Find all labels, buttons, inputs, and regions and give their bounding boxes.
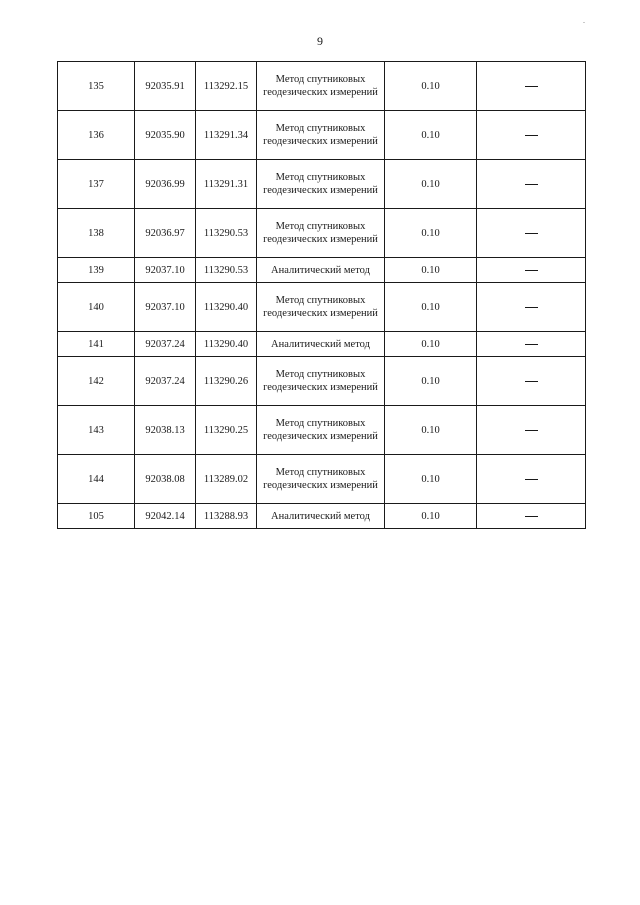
error-cell: 0.10: [385, 406, 477, 455]
method-cell: Метод спутниковых геодезических измерений: [257, 357, 385, 406]
error-cell: 0.10: [385, 258, 477, 283]
method-cell: Метод спутниковых геодезических измерений: [257, 455, 385, 504]
method-cell: Метод спутниковых геодезических измерений: [257, 160, 385, 209]
note-cell: [477, 111, 586, 160]
y-coordinate-cell: 113292.15: [196, 62, 257, 111]
x-coordinate-cell: 92037.10: [135, 283, 196, 332]
y-coordinate-cell: 113289.02: [196, 455, 257, 504]
y-coordinate-cell: 113291.31: [196, 160, 257, 209]
point-number-cell: 136: [58, 111, 135, 160]
note-cell: [477, 406, 586, 455]
x-coordinate-cell: 92042.14: [135, 504, 196, 529]
x-coordinate-cell: 92037.24: [135, 332, 196, 357]
dash-icon: [525, 516, 538, 517]
y-coordinate-cell: 113290.40: [196, 332, 257, 357]
x-coordinate-cell: 92037.10: [135, 258, 196, 283]
note-cell: [477, 62, 586, 111]
dash-icon: [525, 233, 538, 234]
x-coordinate-cell: 92035.91: [135, 62, 196, 111]
note-cell: [477, 283, 586, 332]
method-cell: Метод спутниковых геодезических измерений: [257, 209, 385, 258]
error-cell: 0.10: [385, 160, 477, 209]
note-cell: [477, 357, 586, 406]
error-cell: 0.10: [385, 455, 477, 504]
x-coordinate-cell: 92038.08: [135, 455, 196, 504]
dash-icon: [525, 344, 538, 345]
table-row: [58, 209, 586, 258]
error-cell: 0.10: [385, 111, 477, 160]
error-cell: 0.10: [385, 209, 477, 258]
y-coordinate-cell: 113290.53: [196, 258, 257, 283]
point-number-cell: 142: [58, 357, 135, 406]
x-coordinate-cell: 92036.99: [135, 160, 196, 209]
dash-icon: [525, 184, 538, 185]
point-number-cell: 143: [58, 406, 135, 455]
note-cell: [477, 504, 586, 529]
x-coordinate-cell: 92037.24: [135, 357, 196, 406]
dash-icon: [525, 381, 538, 382]
error-cell: 0.10: [385, 62, 477, 111]
table-row: [58, 504, 586, 529]
y-coordinate-cell: 113290.25: [196, 406, 257, 455]
y-coordinate-cell: 113288.93: [196, 504, 257, 529]
y-coordinate-cell: 113290.40: [196, 283, 257, 332]
method-cell: Метод спутниковых геодезических измерений: [257, 406, 385, 455]
table-row: [58, 62, 586, 111]
table-row: [58, 332, 586, 357]
point-number-cell: 144: [58, 455, 135, 504]
table-row: [58, 283, 586, 332]
x-coordinate-cell: 92036.97: [135, 209, 196, 258]
point-number-cell: 138: [58, 209, 135, 258]
dash-icon: [525, 270, 538, 271]
coordinates-table: [57, 61, 586, 529]
note-cell: [477, 332, 586, 357]
table-row: [58, 111, 586, 160]
dash-icon: [525, 479, 538, 480]
note-cell: [477, 258, 586, 283]
page-number: 9: [317, 34, 323, 48]
dash-icon: [525, 307, 538, 308]
y-coordinate-cell: 113290.53: [196, 209, 257, 258]
point-number-cell: 137: [58, 160, 135, 209]
method-cell: Метод спутниковых геодезических измерений: [257, 283, 385, 332]
table-row: [58, 357, 586, 406]
table-row: [58, 406, 586, 455]
point-number-cell: 141: [58, 332, 135, 357]
point-number-cell: 135: [58, 62, 135, 111]
method-cell: Аналитический метод: [257, 332, 385, 357]
dash-icon: [525, 430, 538, 431]
y-coordinate-cell: 113291.34: [196, 111, 257, 160]
note-cell: [477, 455, 586, 504]
point-number-cell: 105: [58, 504, 135, 529]
method-cell: Аналитический метод: [257, 504, 385, 529]
x-coordinate-cell: 92035.90: [135, 111, 196, 160]
y-coordinate-cell: 113290.26: [196, 357, 257, 406]
corner-mark: .: [583, 16, 585, 25]
point-number-cell: 140: [58, 283, 135, 332]
point-number-cell: 139: [58, 258, 135, 283]
error-cell: 0.10: [385, 504, 477, 529]
table-row: [58, 455, 586, 504]
error-cell: 0.10: [385, 332, 477, 357]
table-row: [58, 258, 586, 283]
x-coordinate-cell: 92038.13: [135, 406, 196, 455]
note-cell: [477, 209, 586, 258]
method-cell: Метод спутниковых геодезических измерений: [257, 62, 385, 111]
error-cell: 0.10: [385, 357, 477, 406]
note-cell: [477, 160, 586, 209]
table-row: [58, 160, 586, 209]
method-cell: Метод спутниковых геодезических измерений: [257, 111, 385, 160]
error-cell: 0.10: [385, 283, 477, 332]
dash-icon: [525, 135, 538, 136]
dash-icon: [525, 86, 538, 87]
method-cell: Аналитический метод: [257, 258, 385, 283]
